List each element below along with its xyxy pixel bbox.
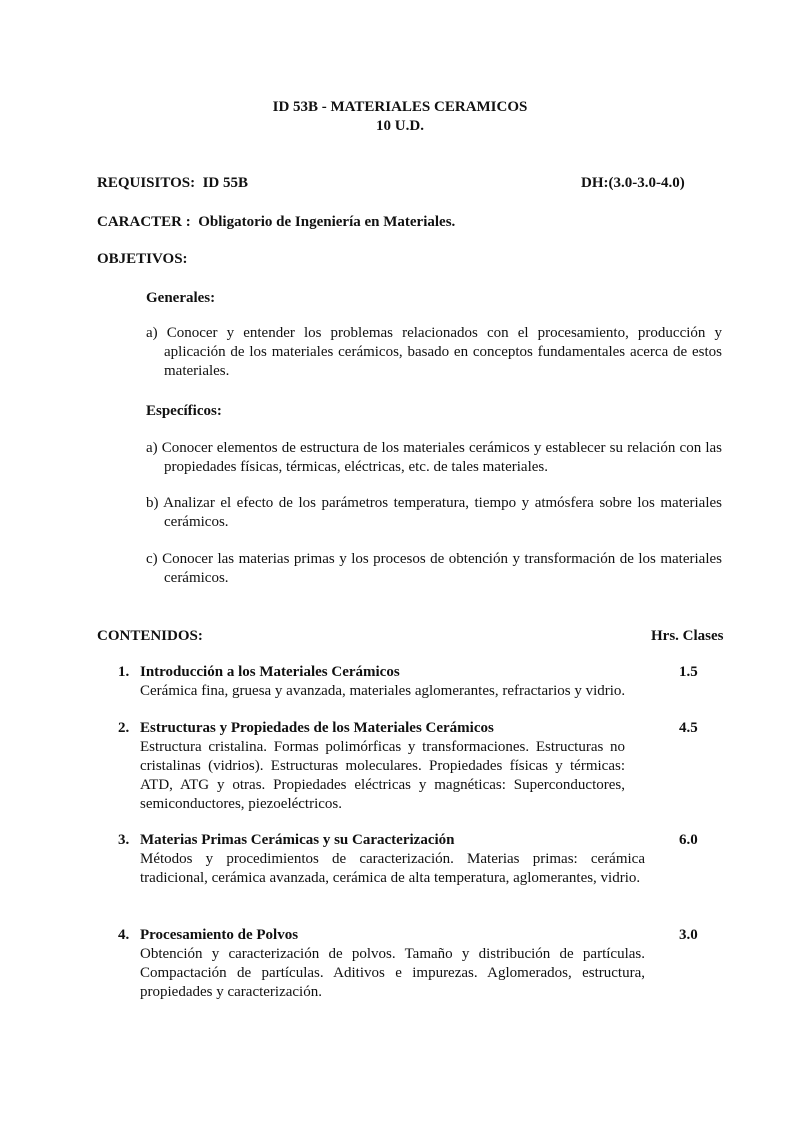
- content-item-title: Estructuras y Propiedades de los Materiales Cerámicos: [140, 720, 494, 736]
- especificos-item: c) Conocer las materias primas y los procesos de obtención y transformación de los materiales cerámicos.: [146, 551, 722, 586]
- content-item-number: 1.: [118, 664, 130, 680]
- content-item-title: Materias Primas Cerámicas y su Caracterización: [140, 832, 455, 848]
- content-item-hours: 3.0: [679, 927, 698, 943]
- especificos-item: a) Conocer elementos de estructura de los materiales cerámicos y establecer su relación con las propiedades físicas, térmicas, eléctricas, etc. de tales materiales.: [146, 440, 722, 475]
- content-item-description: Obtención y caracterización de polvos. Tamaño y distribución de partículas. Compactación de partículas. Aditivos e impurezas. Aglomerados, estructura, propiedades y caracterización.: [140, 946, 645, 1000]
- hours-heading: Hrs. Clases: [651, 628, 724, 644]
- requisitos-label: REQUISITOS:: [97, 175, 196, 191]
- content-item-hours: 1.5: [679, 664, 698, 680]
- caracter-line: [97, 213, 455, 232]
- content-item-description: Métodos y procedimientos de caracterización. Materias primas: cerámica tradicional, cerámica avanzada, cerámica de alta temperatura, aglomerantes, vidrio.: [140, 851, 645, 886]
- dh-hours: DH:(3.0-3.0-4.0): [581, 175, 685, 191]
- especificos-item: b) Analizar el efecto de los parámetros temperatura, tiempo y atmósfera sobre los materiales cerámicos.: [146, 495, 722, 530]
- content-item-number: 3.: [118, 832, 130, 848]
- contenidos-heading: CONTENIDOS:: [97, 628, 203, 644]
- course-units: 10 U.D.: [376, 118, 424, 134]
- content-item-title: Introducción a los Materiales Cerámicos: [140, 664, 400, 680]
- requisitos-line: [97, 174, 248, 193]
- content-item-description: Estructura cristalina. Formas polimórficas y transformaciones. Estructuras no cristalinas (vidrios). Estructuras moleculares. Propiedades físicas y térmicas: ATD, ATG y otras. Propiedades eléctricas y magnéticas: Superconductores, semiconductores, piezoeléctricos.: [140, 739, 625, 812]
- content-item-number: 2.: [118, 720, 130, 736]
- content-item-hours: 4.5: [679, 720, 698, 736]
- requisitos-value: ID 55B: [202, 175, 249, 191]
- content-item-title: Procesamiento de Polvos: [140, 927, 299, 943]
- caracter-label: CARACTER :: [97, 214, 191, 230]
- generales-heading: Generales:: [146, 290, 216, 306]
- objetivos-heading: OBJETIVOS:: [97, 251, 188, 267]
- content-item-number: 4.: [118, 927, 130, 943]
- generales-item: a) Conocer y entender los problemas relacionados con el procesamiento, producción y aplicación de los materiales cerámicos, basado en conceptos fundamentales acerca de estos materiales.: [146, 325, 722, 379]
- content-item-hours: 6.0: [679, 832, 698, 848]
- content-item-description: Cerámica fina, gruesa y avanzada, materiales aglomerantes, refractarios y vidrio.: [140, 683, 626, 699]
- caracter-value: Obligatorio de Ingeniería en Materiales.: [198, 214, 456, 230]
- especificos-heading: Específicos:: [146, 403, 222, 419]
- course-title: ID 53B - MATERIALES CERAMICOS: [272, 99, 528, 115]
